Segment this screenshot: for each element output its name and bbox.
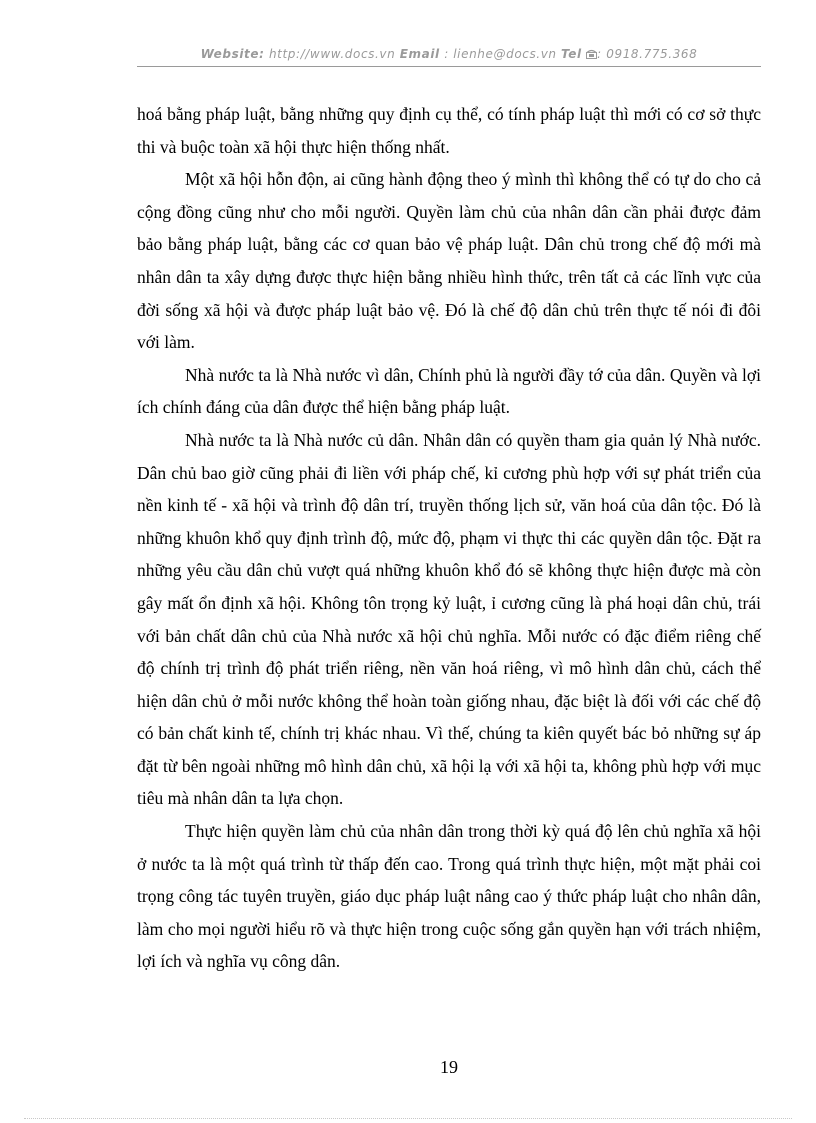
website-label: Website: <box>200 47 265 61</box>
page-number: 19 <box>440 1057 458 1077</box>
tel-label: Tel <box>561 47 582 61</box>
footer-divider <box>24 1118 792 1119</box>
email-value: : lienhe@docs.vn <box>439 47 562 61</box>
header-divider <box>137 66 761 67</box>
website-url: http://www.docs.vn <box>264 47 400 61</box>
paragraph: Nhà nước ta là Nhà nước củ dân. Nhân dân có quyền tham gia quản lý Nhà nước. Dân chủ bao giờ cũng phải đi liền với pháp chế, kỉ cương phù hợp với sự phát triển của nền kinh tế - xã hội và trình độ dân trí, truyền thống lịch sử, văn hoá của dân tộc. Đó là những khuôn khổ quy định trình độ, mức độ, phạm vi thực thi các quyền dân tộc. Đặt ra những yêu cầu dân chủ vượt quá những khuôn khổ đó sẽ không thực hiện được mà còn gây mất ổn định xã hội. Không tôn trọng kỷ luật, ỉ cương cũng là phá hoại dân chủ, trái với bản chất dân chủ của Nhà nước xã hội chủ nghĩa. Mỗi nước có đặc điểm riêng chế độ chính trị trình độ phát triển riêng, nền văn hoá riêng, vì mô hình dân chủ, cách thể hiện dân chủ ở mỗi nước không thể hoàn toàn giống nhau, đặc biệt là đối với các chế độ có bản chất kinh tế, chính trị khác nhau. Vì thế, chúng ta kiên quyết bác bỏ những sự áp đặt từ bên ngoài những mô hình dân chủ, xã hội lạ với xã hội ta, không phù hợp với mục tiêu mà nhân dân ta lựa chọn. <box>137 429 761 809</box>
tel-value: : 0918.775.368 <box>597 47 698 61</box>
document-body <box>137 98 761 978</box>
paragraph: hoá bằng pháp luật, bằng những quy định cụ thể, có tính pháp luật thì mới có cơ sở thực thi và buộc toàn xã hội thực hiện thống nhất. <box>137 104 761 157</box>
page-header <box>137 47 761 61</box>
paragraph: Thực hiện quyền làm chủ của nhân dân trong thời kỳ quá độ lên chủ nghĩa xã hội ở nước ta là một quá trình từ thấp đến cao. Trong quá trình thực hiện, một mặt phải coi trọng công tác tuyên truyền, giáo dục pháp luật nâng cao ý thức pháp luật cho nhân dân, làm cho mọi người hiểu rõ và thực hiện trong cuộc sống gắn quyền hạn với trách nhiệm, lợi ích và nghĩa vụ công dân. <box>137 821 761 972</box>
paragraph: Một xã hội hỗn độn, ai cũng hành động theo ý mình thì không thể có tự do cho cả cộng đồng cũng như cho mỗi người. Quyền làm chủ của nhân dân cần phải được đảm bảo bằng pháp luật, bằng các cơ quan bảo vệ pháp luật. Dân chủ trong chế độ mới mà nhân dân ta xây dựng được thực hiện bằng nhiều hình thức, trên tất cả các lĩnh vực của đời sống xã hội và được pháp luật bảo vệ. Đó là chế độ dân chủ trên thực tế nói đi đôi với làm. <box>137 169 761 353</box>
paragraph: Nhà nước ta là Nhà nước vì dân, Chính phủ là người đầy tớ của dân. Quyền và lợi ích chính đáng của dân được thể hiện bằng pháp luật. <box>137 364 761 418</box>
phone-icon <box>586 47 597 61</box>
email-label: Email <box>399 47 440 61</box>
